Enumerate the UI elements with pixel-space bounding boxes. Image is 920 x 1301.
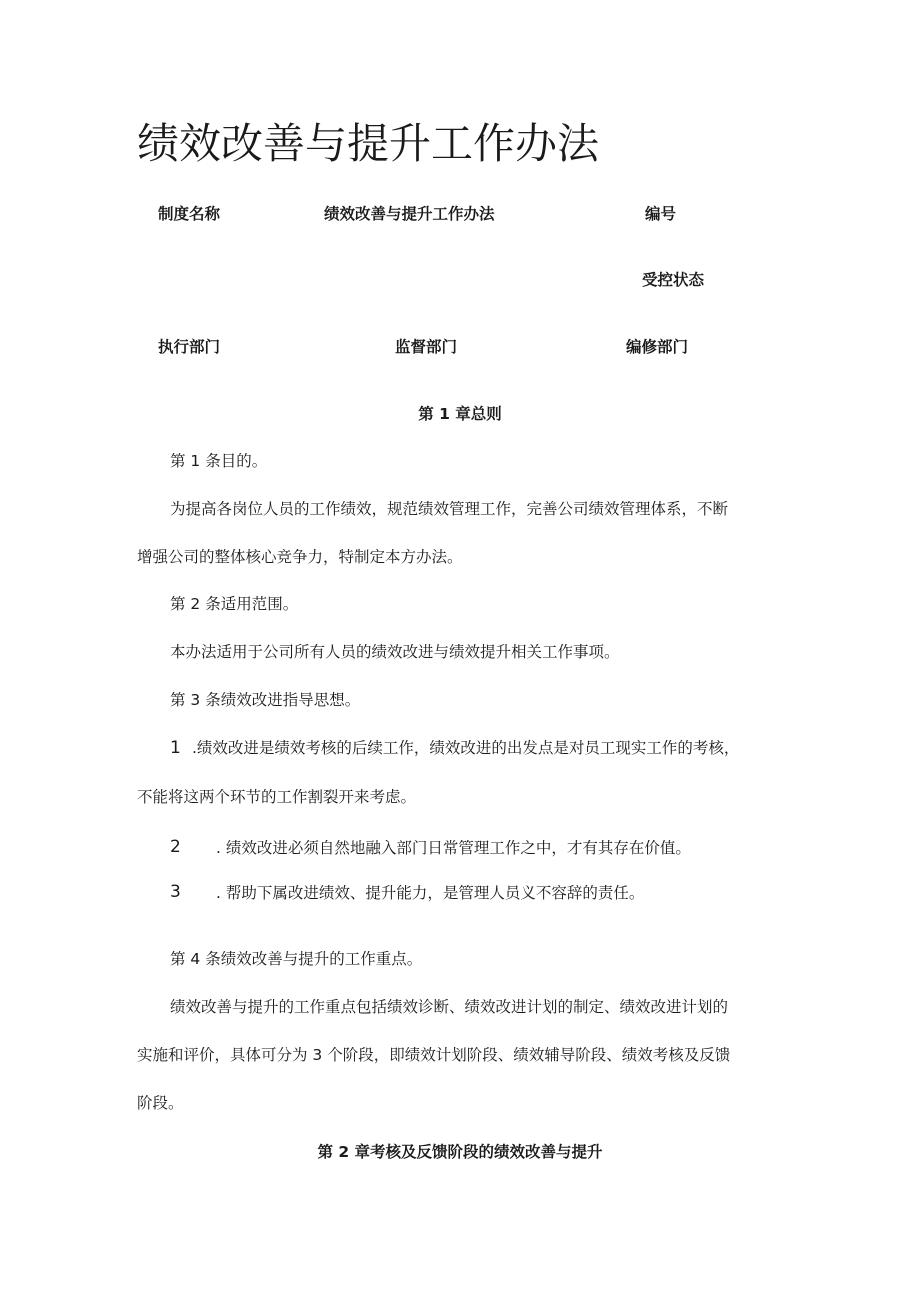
exec-dept-label: 执行部门 (158, 338, 221, 356)
article-1-title: 第 1 条目的。 (170, 452, 268, 470)
system-name-label: 制度名称 (158, 205, 221, 223)
supervise-dept-label: 监督部门 (395, 338, 458, 356)
number-label: 编号 (645, 205, 677, 223)
item-2-text: . 绩效改进必须自然地融入部门日常管理工作之中，才有其存在价值。 (216, 839, 691, 857)
item-1-number: 1 (170, 738, 181, 758)
control-status-label: 受控状态 (642, 271, 705, 289)
item-1-line-2: 不能将这两个环节的工作割裂开来考虑。 (137, 788, 417, 806)
chapter-1-heading: 第 1 章总则 (418, 405, 502, 423)
article-2-title: 第 2 条适用范围。 (170, 595, 299, 613)
document-title: 绩效改善与提升工作办法 (137, 119, 600, 168)
article-1-line-2: 增强公司的整体核心竞争力，特制定本方办法。 (137, 548, 463, 566)
item-3-text: . 帮助下属改进绩效、提升能力，是管理人员义不容辞的责任。 (216, 884, 645, 902)
article-3-title: 第 3 条绩效改进指导思想。 (170, 691, 361, 709)
item-1-line-1: .绩效改进是绩效考核的后续工作，绩效改进的出发点是对员工现实工作的考核， (192, 739, 740, 757)
item-2-number: 2 (170, 837, 181, 857)
article-1-line-1: 为提高各岗位人员的工作绩效，规范绩效管理工作，完善公司绩效管理体系，不断 (170, 500, 729, 518)
article-4-line-1: 绩效改善与提升的工作重点包括绩效诊断、绩效改进计划的制定、绩效改进计划的 (170, 998, 729, 1016)
article-4-line-2: 实施和评价，具体可分为 3 个阶段，即绩效计划阶段、绩效辅导阶段、绩效考核及反馈 (137, 1046, 731, 1064)
item-3-number: 3 (170, 882, 181, 902)
chapter-2-heading: 第 2 章考核及反馈阶段的绩效改善与提升 (317, 1143, 603, 1161)
article-4-line-3: 阶段。 (137, 1094, 184, 1112)
article-4-title: 第 4 条绩效改善与提升的工作重点。 (170, 950, 423, 968)
article-2-text: 本办法适用于公司所有人员的绩效改进与绩效提升相关工作事项。 (170, 643, 620, 661)
system-name-value: 绩效改善与提升工作办法 (324, 205, 495, 223)
edit-dept-label: 编修部门 (626, 338, 689, 356)
